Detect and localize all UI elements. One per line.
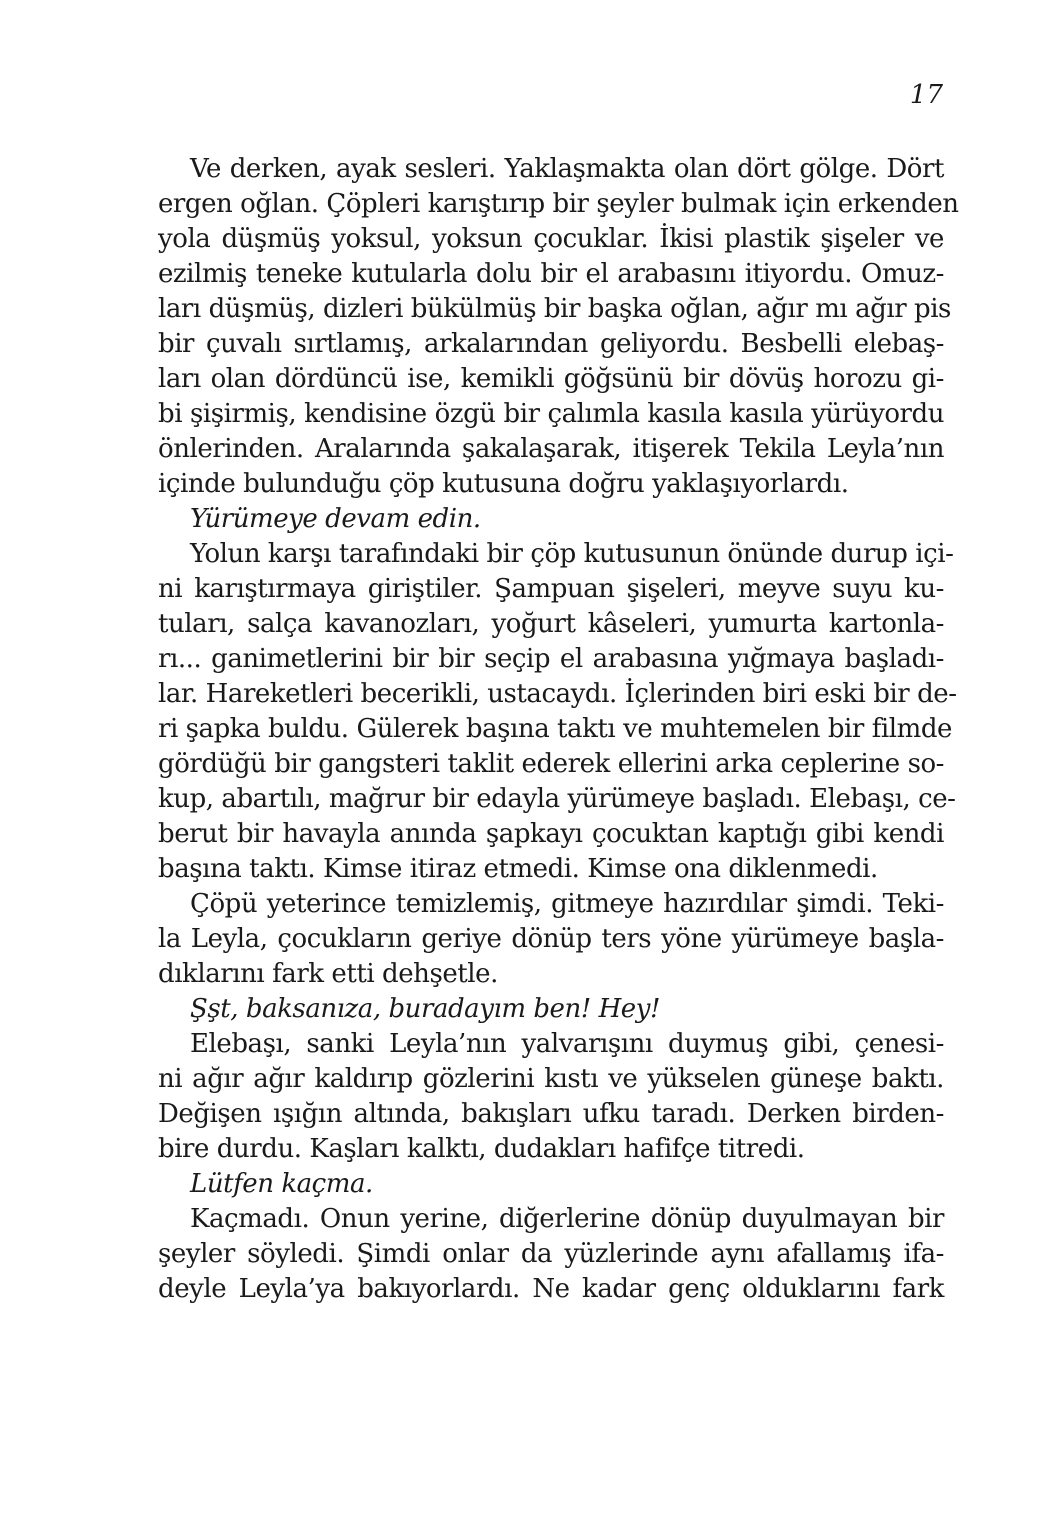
text-line: deyle Leyla’ya bakıyorlardı. Ne kadar genç olduklarını fark	[158, 1274, 944, 1304]
text-line: ları olan dördüncü ise, kemikli göğsünü bir dövüş horozu gi-	[158, 364, 944, 394]
text-line: yola düşmüş yoksul, yoksun çocuklar. İkisi plastik şişeler ve	[158, 224, 944, 254]
text-line: Yürümeye devam edin.	[190, 504, 481, 534]
text-line: bire durdu. Kaşları kalktı, dudakları hafifçe titredi.	[158, 1134, 805, 1164]
text-line: rı... ganimetlerini bir bir seçip el arabasına yığmaya başladı-	[158, 644, 944, 674]
text-line: tuları, salça kavanozları, yoğurt kâseleri, yumurta kartonla-	[158, 609, 944, 639]
text-line: bir çuvalı sırtlamış, arkalarından geliyordu. Besbelli elebaş-	[158, 329, 944, 359]
page-number: 17	[909, 80, 943, 110]
text-line: Lütfen kaçma.	[190, 1169, 373, 1199]
text-line: ezilmiş teneke kutularla dolu bir el arabasını itiyordu. Omuz-	[158, 259, 944, 289]
text-line: dıklarını fark etti dehşetle.	[158, 959, 498, 989]
body-text	[158, 152, 959, 1307]
text-line: gördüğü bir gangsteri taklit ederek ellerini arka ceplerine so-	[158, 749, 944, 779]
text-line: ri şapka buldu. Gülerek başına taktı ve muhtemelen bir filmde	[158, 714, 952, 744]
text-line: önlerinden. Aralarında şakalaşarak, itişerek Tekila Leyla’nın	[158, 434, 944, 464]
text-line: bi şişirmiş, kendisine özgü bir çalımla kasıla kasıla yürüyordu	[158, 399, 944, 429]
text-line: Şşt, baksanıza, buradayım ben! Hey!	[190, 994, 660, 1024]
text-line: Değişen ışığın altında, bakışları ufku taradı. Derken birden-	[158, 1099, 944, 1129]
text-line: Yolun karşı tarafındaki bir çöp kutusunun önünde durup içi-	[190, 539, 954, 569]
text-line: Kaçmadı. Onun yerine, diğerlerine dönüp duyulmayan bir	[190, 1204, 944, 1234]
text-line: içinde bulunduğu çöp kutusuna doğru yaklaşıyorlardı.	[158, 469, 849, 499]
text-line: ni karıştırmaya giriştiler. Şampuan şişeleri, meyve suyu ku-	[158, 574, 944, 604]
text-line: la Leyla, çocukların geriye dönüp ters yöne yürümeye başla-	[158, 924, 944, 954]
text-line: Ve derken, ayak sesleri. Yaklaşmakta olan dört gölge. Dört	[190, 154, 944, 184]
text-line: şeyler söyledi. Şimdi onlar da yüzlerinde aynı afallamış ifa-	[158, 1239, 944, 1269]
text-line: berut bir havayla anında şapkayı çocuktan kaptığı gibi kendi	[158, 819, 944, 849]
text-line: lar. Hareketleri becerikli, ustacaydı. İçlerinden biri eski bir de-	[158, 679, 957, 709]
text-line: Çöpü yeterince temizlemiş, gitmeye hazırdılar şimdi. Teki-	[190, 889, 944, 919]
text-line: ları düşmüş, dizleri bükülmüş bir başka oğlan, ağır mı ağır pis	[158, 294, 951, 324]
text-line: ergen oğlan. Çöpleri karıştırıp bir şeyler bulmak için erkenden	[158, 189, 959, 219]
text-line: Elebaşı, sanki Leyla’nın yalvarışını duymuş gibi, çenesi-	[190, 1029, 944, 1059]
text-line: başına taktı. Kimse itiraz etmedi. Kimse ona diklenmedi.	[158, 854, 878, 884]
text-line: ni ağır ağır kaldırıp gözlerini kıstı ve yükselen güneşe baktı.	[158, 1064, 944, 1094]
text-line: kup, abartılı, mağrur bir edayla yürümeye başladı. Elebaşı, ce-	[158, 784, 956, 814]
